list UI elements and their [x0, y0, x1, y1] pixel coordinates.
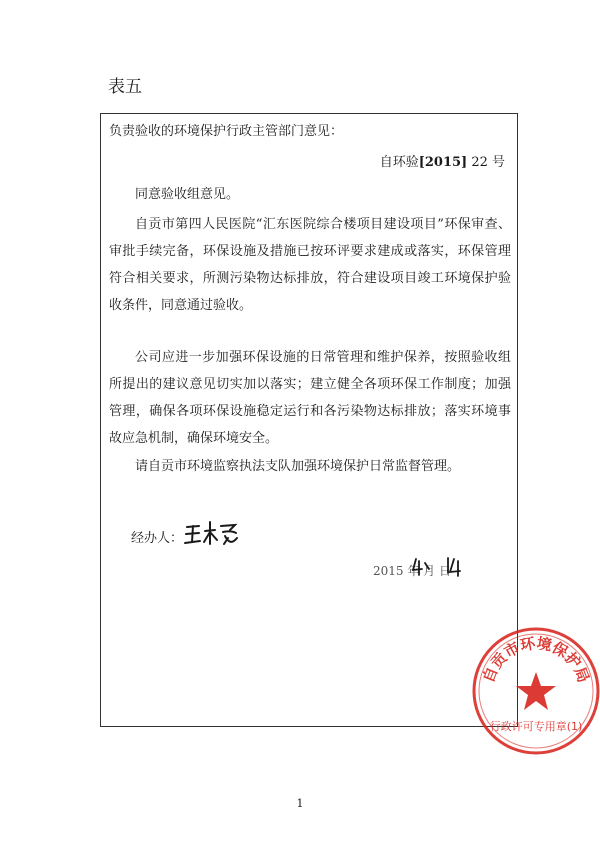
handwritten-date-marks	[410, 555, 470, 577]
svg-text:行政许可专用章(1): 行政许可专用章(1)	[489, 720, 583, 733]
paragraph-agree: 同意验收组意见。	[135, 187, 240, 202]
document-number	[380, 151, 505, 170]
paragraph-supervision: 请自贡市环境监察执法支队加强环境保护日常监督管理。	[135, 459, 461, 474]
page-number: 1	[296, 797, 304, 810]
table-title: 表五	[108, 77, 142, 97]
handwritten-signature	[183, 518, 239, 548]
doc-number-year: [2015]	[418, 155, 468, 170]
date-line: 2015 年 月 日	[373, 564, 451, 578]
paragraph-requirements: 公司应进一步加强环保设施的日常管理和维护保养，按照验收组所提出的建议意见切实加以落实；建立健全各项环保工作制度；加强管理，确保各项环保设施稳定运行和各污染物达标排放；落实环境事故应急机制，确保环境安全。	[109, 350, 511, 446]
opinion-box	[100, 113, 593, 733]
svg-text:自贡市环境保护局: 自贡市环境保护局	[479, 634, 593, 686]
doc-number-suffix: 22 号	[467, 155, 505, 170]
doc-number-prefix: 自环验	[379, 155, 419, 170]
official-seal	[471, 626, 600, 756]
paragraph-approval: 自贡市第四人民医院“汇东医院综合楼项目建设项目”环保审查、审批手续完备，环保设施及措施已按环评要求建成或落实，环保管理符合相关要求，所测污染物达标排放，符合建设项目竣工环境保护验收条件，同意通过验收。	[109, 217, 511, 313]
box-heading: 负责验收的环境保护行政主管部门意见：	[109, 124, 344, 139]
handler-label: 经办人：	[131, 531, 184, 546]
